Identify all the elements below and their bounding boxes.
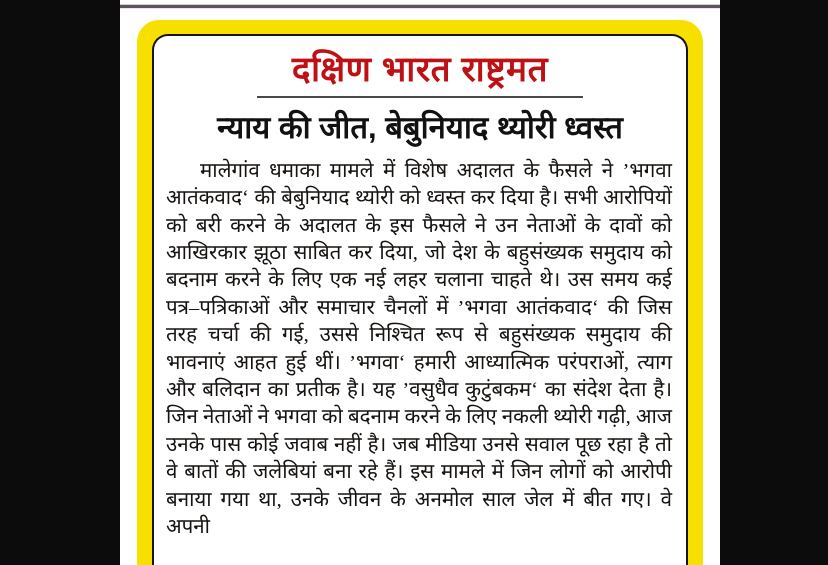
yellow-border-frame (137, 20, 703, 565)
article-card (152, 34, 688, 565)
newspaper-page (120, 0, 720, 565)
masthead-title: दक्षिण भारत राष्ट्रमत (291, 50, 549, 89)
article-headline: न्याय की जीत, बेबुनियाद थ्योरी ध्वस्त (217, 110, 623, 146)
article-body-paragraph: मालेगांव धमाका मामले में विशेष अदालत के फैसले ने ’भगवा आतंकवाद‘ की बेबुनियाद थ्योरी को ध्वस्त कर दिया है। सभी आरोपियों को बरी करने के अदालत के इस फैसले ने उन नेताओं के दावों को आखिरकार झूठा साबित कर दिया, जो देश के बहुसंख्यक समुदाय को बदनाम करने के लिए एक नई लहर चलाना चाहते थे। उस समय कई पत्र–पत्रिकाओं और समाचार चैनलों में ’भगवा आतंकवाद‘ की जिस तरह चर्चा की गई, उससे निश्चित रूप से बहुसंख्यक समुदाय की भावनाएं आहत हुई थीं। ’भगवा‘ हमारी आध्यात्मिक परंपराओं, त्याग और बलिदान का प्रतीक है। यह ’वसुधैव कुटुंबकम‘ का संदेश देता है। जिन नेताओं ने भगवा को बदनाम करने के लिए नकली थ्योरी गढ़ी, आज उनके पास कोई जवाब नहीं है। जब मीडिया उनसे सवाल पूछ रहा है तो वे बातों की जलेबियां बना रहे हैं। इस मामले में जिन लोगों को आरोपी बनाया गया था, उनके जीवन के अनमोल साल जेल में बीत गए। वे अपनी (166, 159, 672, 539)
masthead-divider (257, 96, 583, 98)
page-top-rule (120, 4, 720, 9)
article-body (166, 158, 672, 542)
